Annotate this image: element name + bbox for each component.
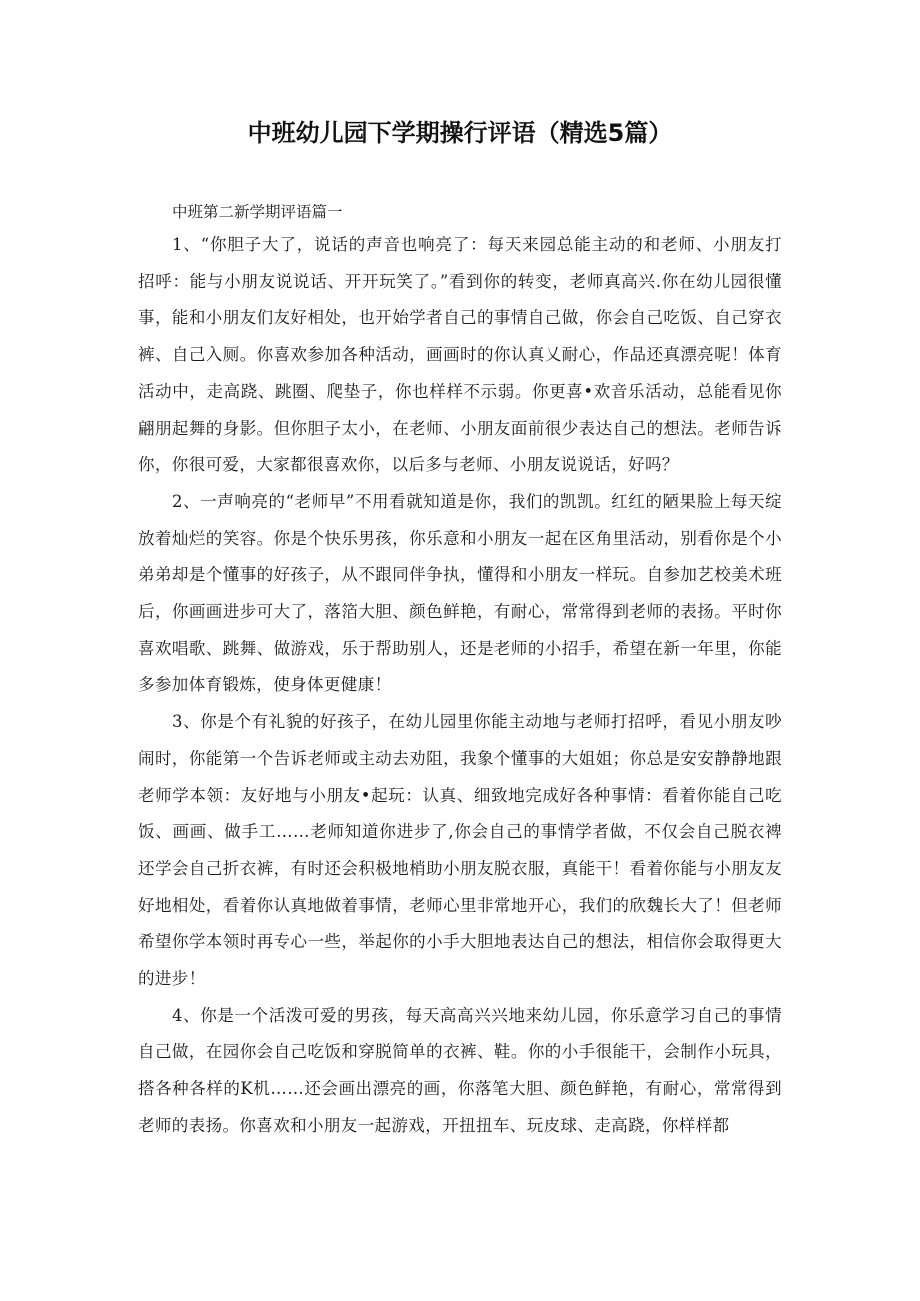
paragraph-1: 1、“你胆子大了，说话的声音也响亮了：每天来园总能主动的和老师、小朋友打招呼：能与小朋友说说话、开开玩笑了。”看到你的转变，老师真高兴.你在幼儿园很懂事，能和小朋友们友好相处，也开始学者自己的事情自己做，你会自己吃饭、自己穿衣裤、自己入厕。你喜欢参加各种活动，画画时的你认真乂耐心，作品还真漂亮呢！体育活动中，走高跷、跳圈、爬垫子，你也样样不示弱。你更喜•欢音乐活动，总能看见你翩朋起舞的身影。但你胆子太小，在老师、小朋友面前很少表达自己的想法。老师告诉你，你很可爱，大家都很喜欢你，以后多与老师、小朋友说说话，好吗？ (138, 235, 782, 475)
document-body (138, 198, 782, 1145)
paragraph-3: 3、你是个有礼貌的好孩子，在幼儿园里你能主动地与老师打招呼，看见小朋友吵闹时，你能第一个告诉老师或主动去劝阻，我象个懂事的大姐姐；你总是安安静静地跟老师学本领：友好地与小朋友•起玩：认真、细致地完成好各种事情：看着你能自己吃饭、画画、做手工……老师知道你进步了,你会自己的事情学者做，不仅会自己脱衣裨还学会自己折衣裤，有时还会积极地梢助小朋友脱衣服，真能干！看着你能与小朋友友好地相处，看着你认真地做着事情，老师心里非常地开心，我们的欣魏长大了！但老师希望你学本领时再专心一些，举起你的小手大胆地表达自己的想法，相信你会取得更大的进步！ (138, 712, 782, 989)
paragraph-4: 4、你是一个活泼可爱的男孩，每天高高兴兴地来幼儿园，你乐意学习自己的事情自己做，在园你会自己吃饭和穿脱简单的衣裤、鞋。你的小手很能干，会制作小玩具，搭各种各样的K机……还会画出漂亮的画，你落笔大胆、颜色鲜艳，有耐心，常常得到老师的表扬。你喜欢和小朋友一起游戏，开扭扭车、玩皮球、走高跷，你样样都 (138, 1005, 782, 1135)
document-title: 中班幼儿园下学期操行评语（精选5篇） (247, 119, 673, 147)
paragraph-2: 2、一声响亮的“老师早”不用看就知道是你，我们的凯凯。红红的陋果脸上每天绽放着灿烂的笑容。你是个快乐男孩，你乐意和小朋友一起在区角里活动，别看你是个小弟弟却是个懂事的好孩子，从不跟同伴争执，懂得和小朋友一样玩。自参加艺校美术班后，你画画进步可大了，落箔大胆、颜色鲜艳，有耐心，常常得到老师的表扬。平时你喜欢唱歌、跳舞、做游戏，乐于帮助别人，还是老师的小招手，希望在新一年里，你能多参加体育锻炼，使身体更健康！ (138, 491, 782, 695)
section-heading: 中班第二新学期评语篇一 (172, 203, 343, 221)
